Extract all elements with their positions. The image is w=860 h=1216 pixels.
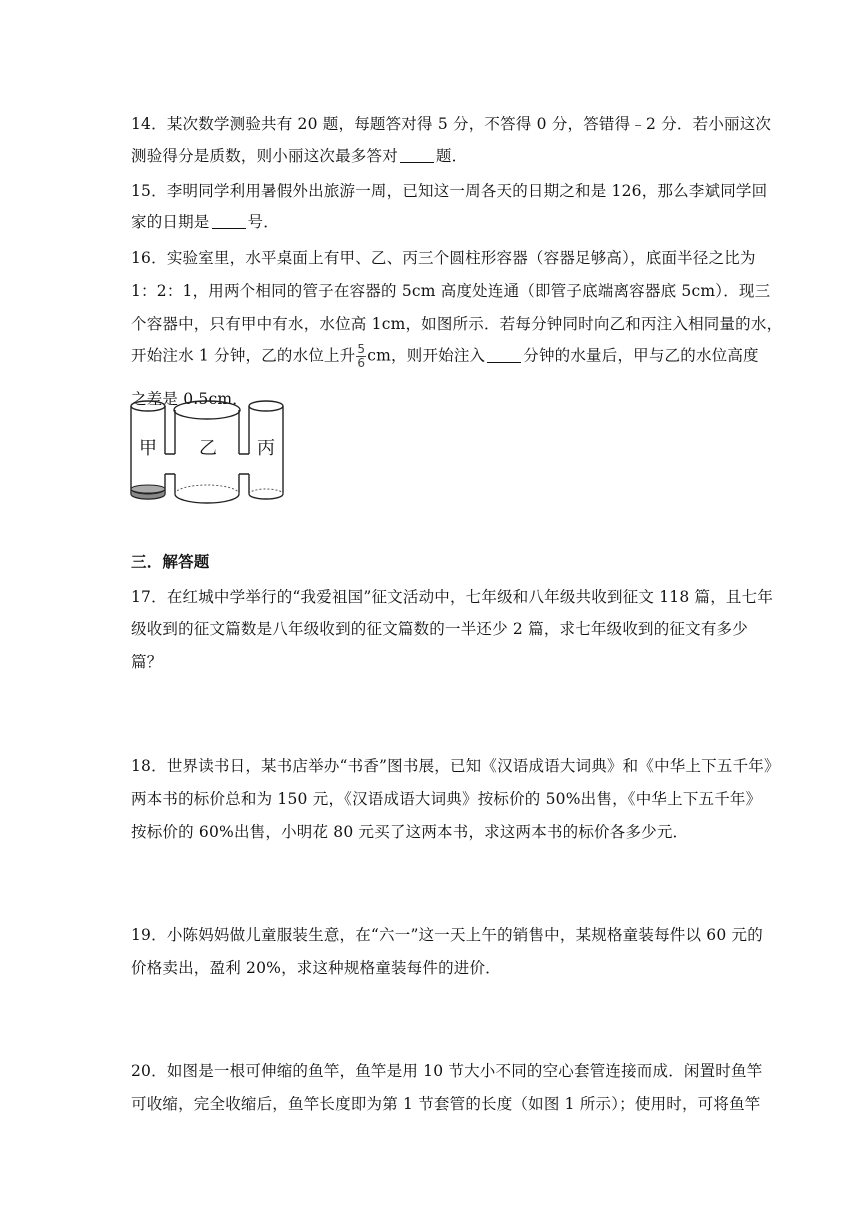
q20-line-1: 20．如图是一根可伸缩的鱼竿，鱼竿是用 10 节大小不同的空心套管连接而成．闲置时鱼竿	[131, 1062, 763, 1080]
pipe-yi-bing	[239, 454, 249, 474]
cylinders-figure	[128, 396, 293, 504]
cylinder-bing-bottom	[249, 494, 283, 499]
q16-line-1: 16．实验室里，水平桌面上有甲、乙、丙三个圆柱形容器（容器足够高），底面半径之比为	[131, 249, 756, 267]
q19-line-1: 19．小陈妈妈做儿童服装生意，在“六一”这一天上午的销售中，某规格童装每件以 60 元的	[131, 926, 763, 944]
water-surface-jia	[131, 485, 165, 493]
fraction-denominator: 6	[357, 356, 366, 370]
cylinder-yi-bottom	[175, 494, 239, 503]
q16-text-b: cm，则开始注入	[367, 346, 486, 365]
q16-line-2: 1：2：1，用两个相同的管子在容器的 5cm 高度处连通（即管子底端离容器底 5cm）．现三	[131, 282, 771, 300]
cylinder-bing-bottom-back	[249, 489, 283, 494]
q15-answer-blank	[212, 213, 246, 229]
q14-line-2	[131, 144, 467, 166]
q20-line-2: 可收缩，完全收缩后，鱼竿长度即为第 1 节套管的长度（如图 1 所示）；使用时，可将鱼竿	[131, 1095, 761, 1113]
section-title: 三．解答题	[131, 552, 210, 571]
pipe-jia-yi	[165, 454, 175, 474]
q14-text-b: 题．	[435, 147, 468, 165]
q18-line-1: 18．世界读书日，某书店举办“书香”图书展，已知《汉语成语大词典》和《中华上下五千年》	[131, 757, 780, 775]
q15-text-a: 家的日期是	[131, 213, 210, 231]
cylinder-yi-top	[174, 401, 240, 419]
q16-line-5: 之差是 0.5cm．	[131, 390, 248, 408]
fraction-five-sixths	[356, 343, 366, 370]
label-jia: 甲	[139, 438, 157, 459]
q15-line-1: 15．李明同学利用暑假外出旅游一周，已知这一周各天的日期之和是 126，那么李斌同学回	[131, 182, 768, 200]
label-bing: 丙	[257, 438, 275, 459]
q14-text-a: 测验得分是质数，则小丽这次最多答对	[131, 147, 398, 165]
cylinder-jia-top	[131, 401, 165, 411]
q15-line-2	[131, 210, 279, 232]
q18-line-2: 两本书的标价总和为 150 元，《汉语成语大词典》按标价的 50%出售，《中华上下五千年》	[131, 790, 762, 808]
fraction-numerator: 5	[357, 342, 366, 356]
q16-text-a: 开始注水 1 分钟，乙的水位上升	[131, 346, 356, 365]
q16-line-3: 个容器中，只有甲中有水，水位高 1cm，如图所示．若每分钟同时向乙和丙注入相同量的水，	[131, 315, 783, 333]
q19-line-2: 价格卖出，盈利 20%，求这种规格童装每件的进价．	[131, 959, 501, 977]
q17-line-3: 篇？	[131, 653, 163, 671]
q14-line-1: 14．某次数学测验共有 20 题，每题答对得 5 分，不答得 0 分，答错得﹣2 分．若小丽这次	[131, 115, 772, 133]
q16-text-c: 分钟的水量后，甲与乙的水位高度	[523, 346, 759, 365]
q17-line-2: 级收到的征文篇数是八年级收到的征文篇数的一半还少 2 篇，求七年级收到的征文有多少	[131, 620, 748, 638]
q16-line-4	[131, 343, 759, 370]
cylinder-bing-top	[249, 401, 283, 411]
q16-answer-blank	[487, 347, 521, 363]
label-yi: 乙	[199, 438, 217, 459]
q15-text-b: 号．	[247, 213, 279, 231]
cylinder-yi-bottom-back	[175, 485, 239, 494]
q18-line-3: 按标价的 60%出售，小明花 80 元买了这两本书，求这两本书的标价各多少元．	[131, 823, 689, 841]
q17-line-1: 17．在红城中学举行的“我爱祖国”征文活动中，七年级和八年级共收到征文 118 篇，且七年	[131, 588, 774, 606]
q14-answer-blank	[400, 147, 434, 163]
